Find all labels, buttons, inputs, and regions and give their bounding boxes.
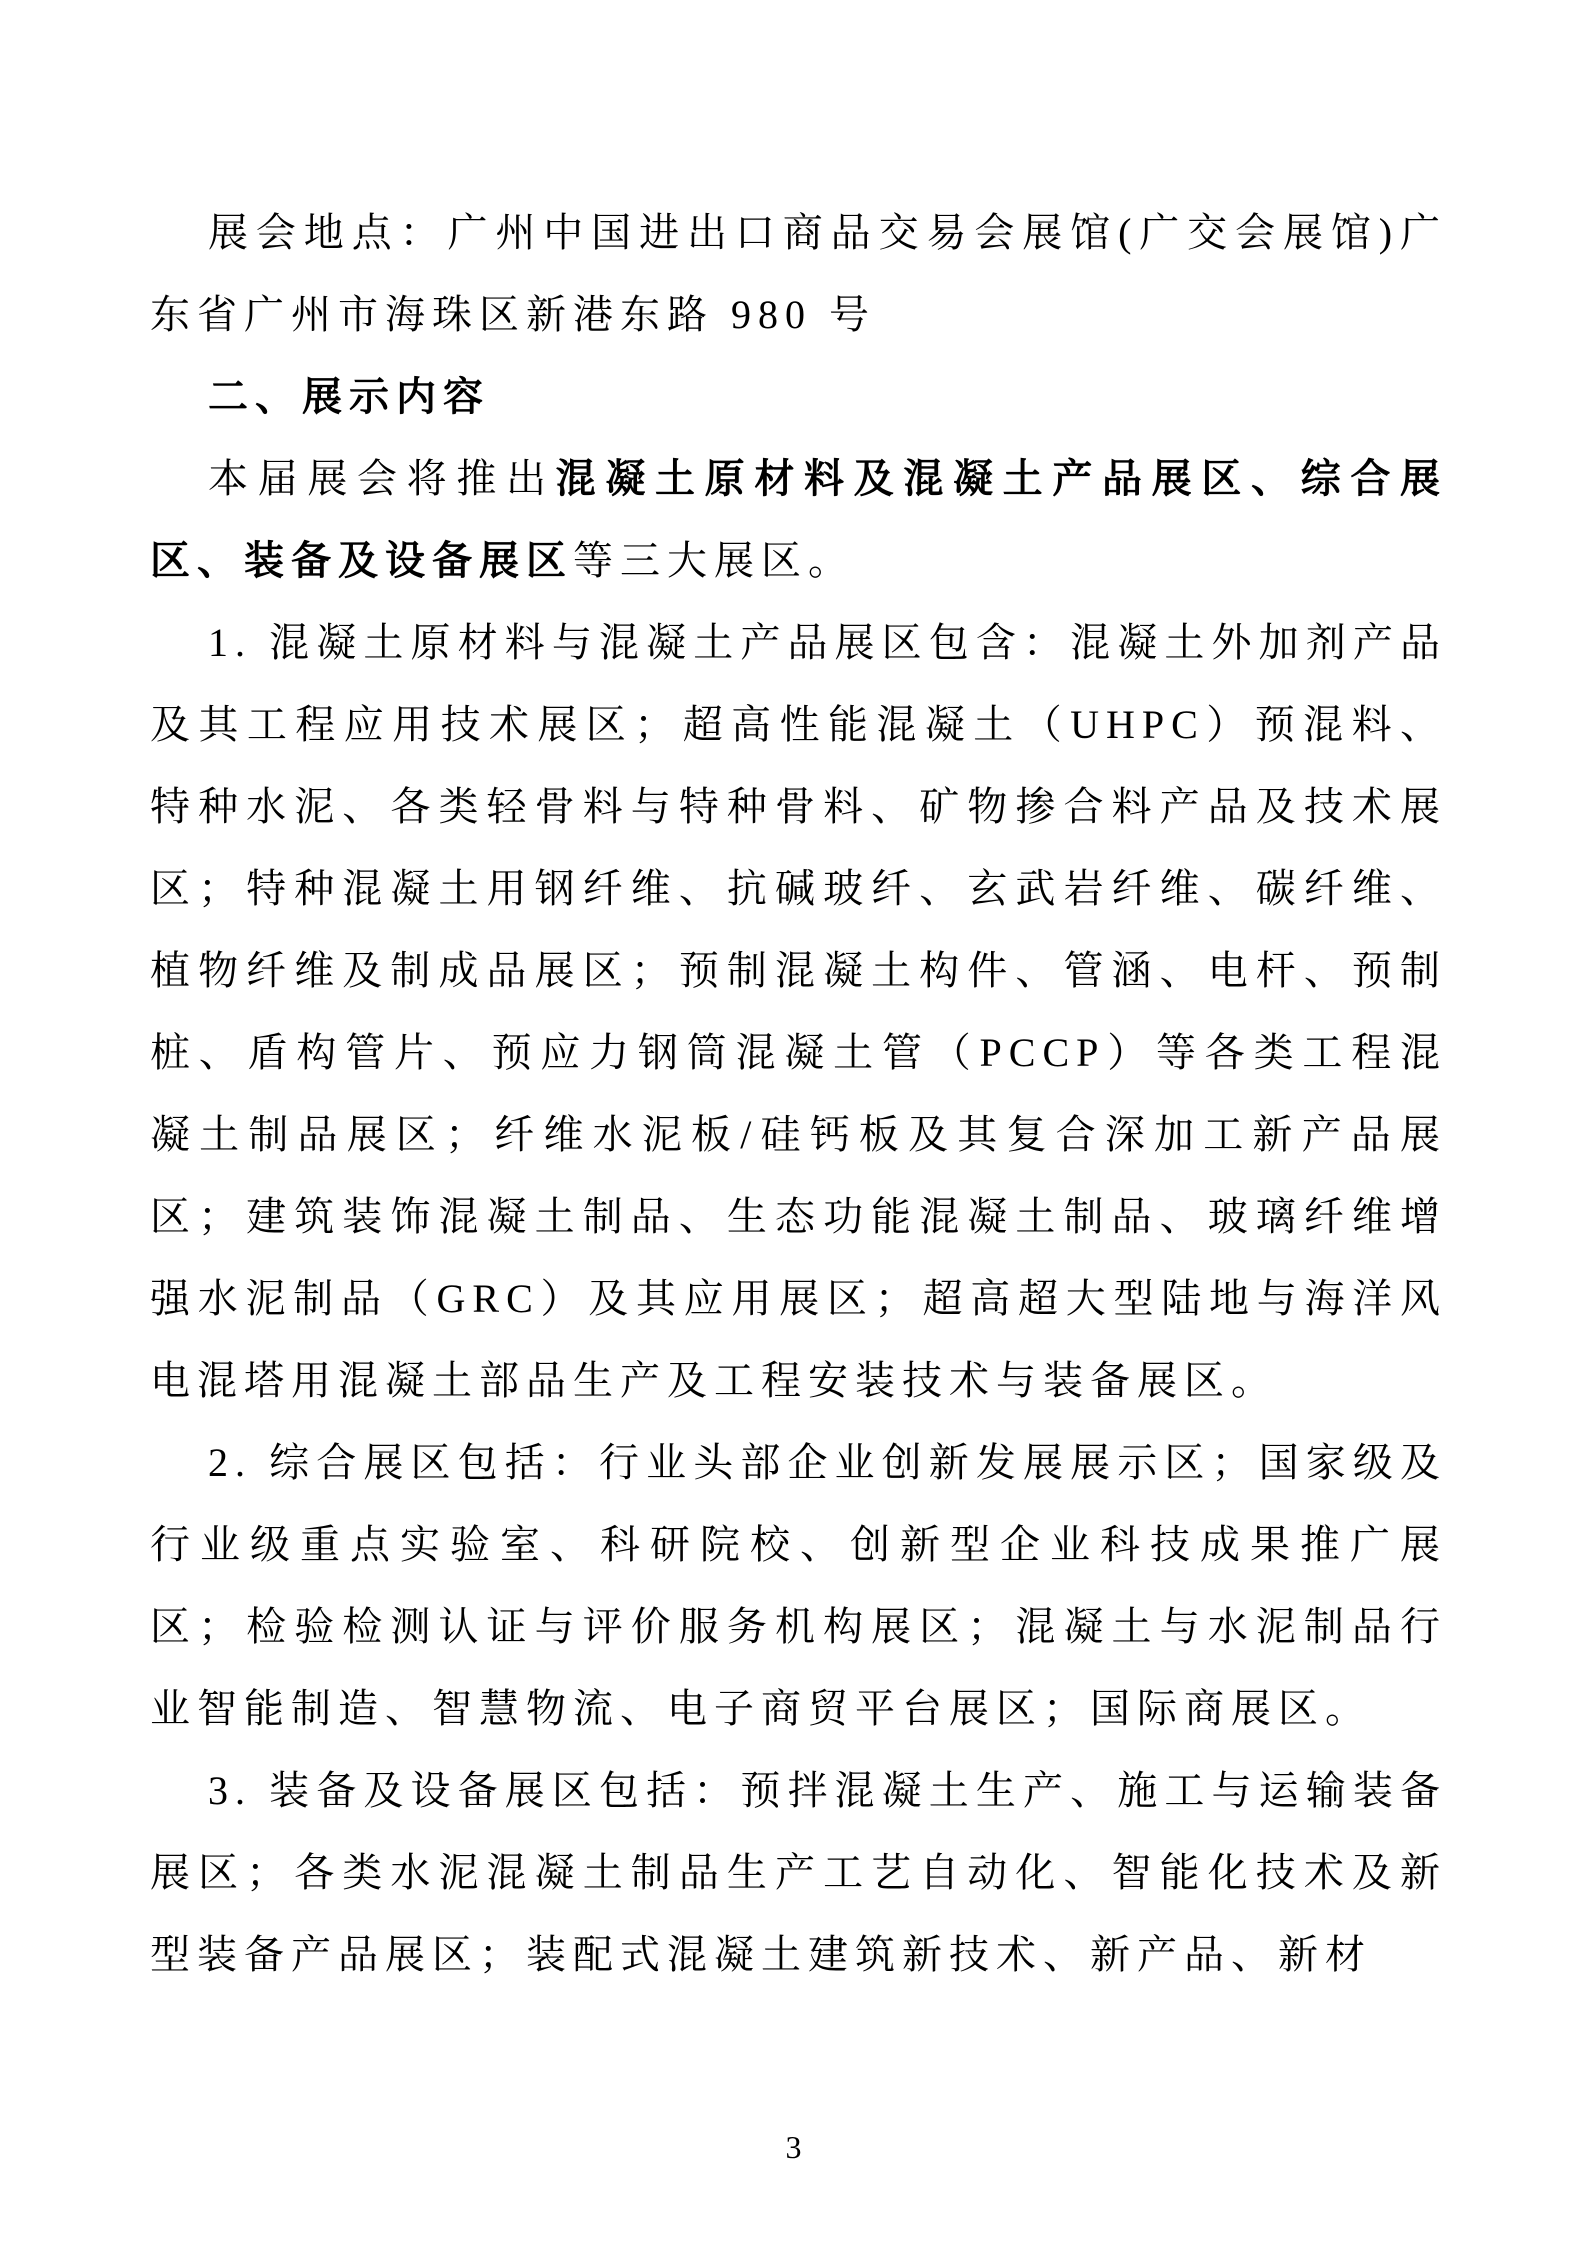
- page-number: 3: [785, 2129, 802, 2165]
- document-body: [150, 192, 1447, 1996]
- intro-text-tail: 等三大展区。: [573, 538, 855, 583]
- paragraph-zone-2: [150, 1422, 1447, 1750]
- paragraph-venue: [150, 192, 1447, 356]
- section-heading: [150, 356, 1447, 438]
- section-heading-text: 二、展示内容: [208, 375, 490, 419]
- paragraph-intro: [150, 438, 1447, 602]
- intro-text-lead: 本届展会将推出: [208, 456, 556, 501]
- paragraph-zone-1: [150, 602, 1447, 1422]
- paragraph-zone-3: [150, 1750, 1447, 1996]
- venue-text: 展会地点：广州中国进出口商品交易会展馆(广交会展馆)广东省广州市海珠区新港东路 980 号: [150, 210, 1447, 337]
- zone-2-text: 2. 综合展区包括：行业头部企业创新发展展示区；国家级及行业级重点实验室、科研院校、创新型企业科技成果推广展区；检验检测认证与评价服务机构展区；混凝土与水泥制品行业智能制造、智慧物流、电子商贸平台展区；国际商展区。: [150, 1440, 1447, 1731]
- zone-1-text: 1. 混凝土原材料与混凝土产品展区包含：混凝土外加剂产品及其工程应用技术展区；超高性能混凝土（UHPC）预混料、特种水泥、各类轻骨料与特种骨料、矿物掺合料产品及技术展区；特种混凝土用钢纤维、抗碱玻纤、玄武岩纤维、碳纤维、植物纤维及制成品展区；预制混凝土构件、管涵、电杆、预制桩、盾构管片、预应力钢筒混凝土管（PCCP）等各类工程混凝土制品展区；纤维水泥板/硅钙板及其复合深加工新产品展区；建筑装饰混凝土制品、生态功能混凝土制品、玻璃纤维增强水泥制品（GRC）及其应用展区；超高超大型陆地与海洋风电混塔用混凝土部品生产及工程安装技术与装备展区。: [150, 620, 1447, 1403]
- intro-text-zones-bold: 混凝土原材料及混凝土产品展区、综合展区、装备及设备展区: [150, 457, 1448, 583]
- zone-3-text: 3. 装备及设备展区包括：预拌混凝土生产、施工与运输装备展区；各类水泥混凝土制品生产工艺自动化、智能化技术及新型装备产品展区；装配式混凝土建筑新技术、新产品、新材: [150, 1768, 1447, 1977]
